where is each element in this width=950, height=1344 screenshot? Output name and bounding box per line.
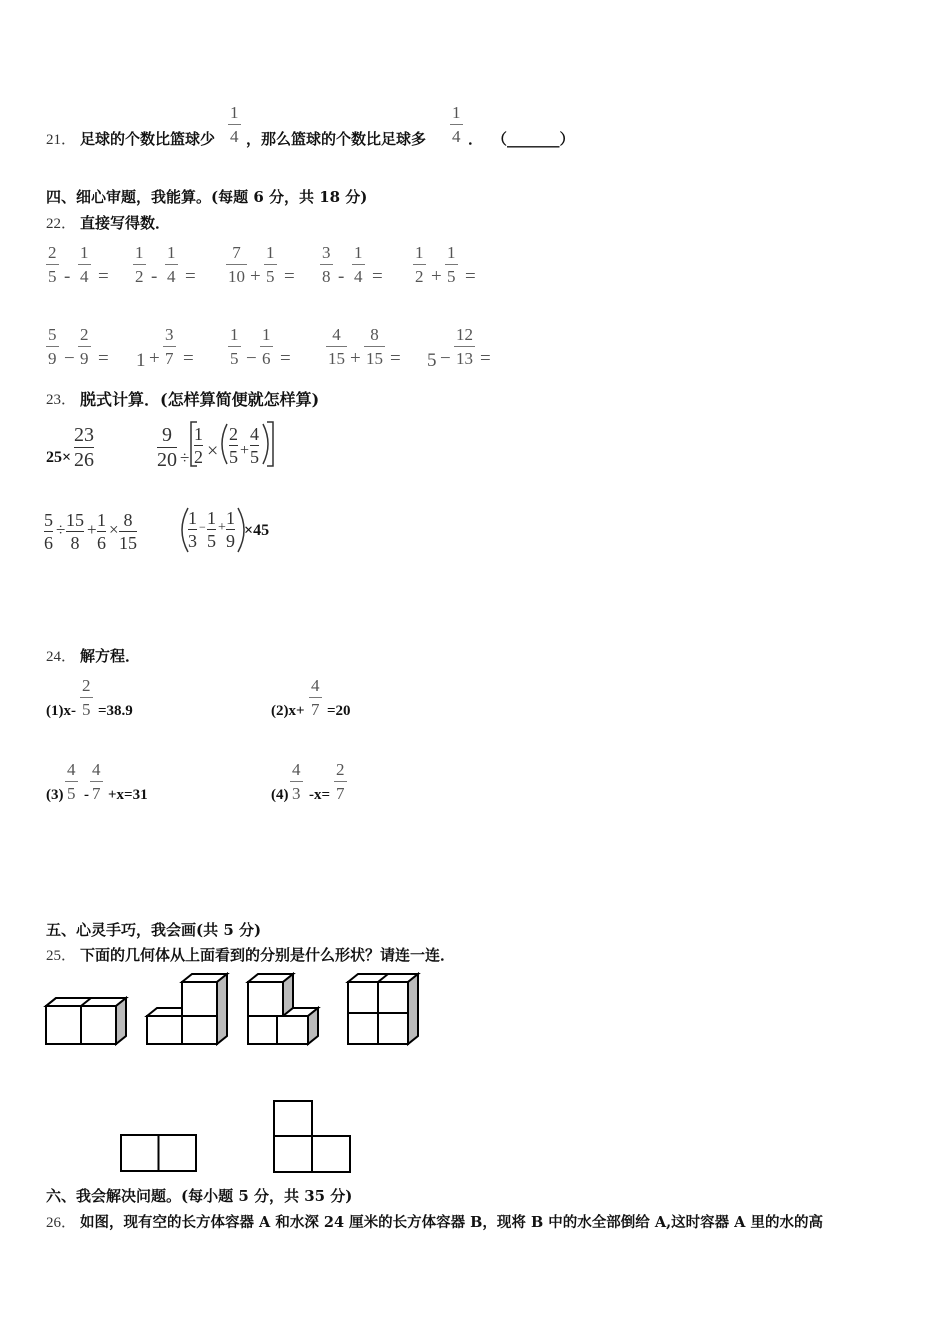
q26-number: 26． [46, 1215, 77, 1231]
q24-eq1-tail: =38.9 [98, 703, 133, 719]
solid-figure-3 [246, 972, 326, 1046]
q24-eq1-label: (1)x- [46, 703, 76, 719]
q22-row1-item-3-fraction-a: 7 10 [228, 243, 245, 286]
q21-text-a: 足球的个数比篮球少 [80, 130, 216, 148]
q22-row1-item-1-fraction-b: 1 4 [80, 243, 89, 286]
q22-row2-item-4-fraction-a: 4 15 [328, 325, 345, 368]
q24-eq3-fraction-1: 4 5 [67, 760, 76, 803]
q23-e3-fraction-4: 8 15 [119, 510, 137, 553]
solid-figure-2 [145, 972, 225, 1046]
q22-row2-item-3-operator: − [246, 348, 257, 369]
q23-title: 脱式计算．(怎样算简便就怎样算) [80, 390, 320, 409]
q23-e2-fraction-2: 2 5 [229, 424, 238, 467]
q24-eq2-fraction: 4 7 [311, 676, 320, 719]
q22-row2-item-2-equals: = [183, 348, 194, 369]
q23-e3-fraction-2: 15 8 [66, 510, 84, 553]
section6-heading: 六、我会解决问题。(每小题 5 分，共 35 分) [46, 1187, 353, 1205]
q21-text-c: ． [468, 130, 484, 148]
q24-number: 24． [46, 649, 77, 665]
q24-eq2-tail: =20 [327, 703, 351, 719]
q22-row2-item-5-fraction-b: 12 13 [456, 325, 473, 368]
q22-row2-item-1-fraction-a: 5 9 [48, 325, 57, 368]
q22-row2-item-5-operator: − [440, 348, 451, 369]
solid-figure-4 [346, 972, 426, 1046]
q23-number: 23． [46, 392, 77, 408]
q23-e4-fraction-1: 1 3 [188, 508, 197, 551]
q22-row2-item-4-operator: + [350, 348, 361, 369]
q24-eq3-label: (3) [46, 787, 64, 803]
top-view-1 [120, 1134, 198, 1174]
section5-heading: 五、心灵手巧，我会画(共 5 分) [46, 921, 262, 939]
q24-eq4-mid: -x= [309, 787, 331, 803]
q25-number: 25． [46, 948, 77, 964]
q24-eq4-fraction-2: 2 7 [336, 760, 345, 803]
q22-row2-item-5-whole: 5 [427, 350, 437, 371]
solid-figure-1 [44, 994, 120, 1046]
q22-number: 22． [46, 216, 77, 232]
q24-title: 解方程． [80, 647, 141, 665]
q24-eq1-fraction: 2 5 [82, 676, 91, 719]
q22-row2-item-1-equals: = [98, 348, 109, 369]
q23-e1-whole: 25× [46, 449, 72, 466]
q22-row1-item-3-operator: + [250, 266, 261, 287]
q22-row2-item-2-operator: + [149, 348, 160, 369]
q22-row1-item-2-fraction-a: 1 2 [135, 243, 144, 286]
q23-e4-plus-sign: + [218, 520, 226, 535]
q23-e1-fraction: 23 26 [74, 424, 94, 471]
q21-text-b: ，那么篮球的个数比足球多 [246, 130, 427, 148]
q22-row1-item-5-fraction-a: 1 2 [415, 243, 424, 286]
q24-eq4-label: (4) [271, 787, 289, 803]
q22-row1-item-4-operator: - [338, 266, 345, 287]
q22-row1-item-2-fraction-b: 1 4 [167, 243, 176, 286]
q23-e3-fraction-1: 5 6 [44, 510, 53, 553]
q22-row1-item-1-fraction-a: 2 5 [48, 243, 57, 286]
q22-row1-item-5-equals: = [465, 266, 476, 287]
q23-e4-fraction-2: 1 5 [207, 508, 216, 551]
q23-e4-tail: ×45 [244, 522, 270, 539]
q24-eq3-fraction-2: 4 7 [92, 760, 101, 803]
q22-row2-item-4-equals: = [390, 348, 401, 369]
q22-row1-item-1-operator: - [64, 266, 71, 287]
q24-eq4-fraction-1: 4 3 [292, 760, 301, 803]
q24-eq3-tail: +x=31 [108, 787, 148, 803]
q23-e2-fraction-0: 9 20 [157, 424, 177, 471]
q22-row1-item-5-fraction-b: 1 5 [447, 243, 456, 286]
q23-e2-fraction-1: 1 2 [194, 424, 203, 467]
q22-row1-item-1-equals: = [98, 266, 109, 287]
q26-text: 如图，现有空的长方体容器 A 和水深 24 厘米的长方体容器 B，现将 B 中的水全部倒给 A,这时容器 A 里的水的高 [80, 1214, 823, 1231]
q22-row2-item-1-fraction-b: 2 9 [80, 325, 89, 368]
q22-row1-item-2-equals: = [185, 266, 196, 287]
q22-title: 直接写得数． [80, 214, 171, 232]
q21-fraction-1: 1 4 [230, 103, 239, 146]
q21-fraction-2: 1 4 [452, 103, 461, 146]
q22-row2-item-4-fraction-b: 8 15 [366, 325, 383, 368]
q23-e3-plus-sign: + [87, 520, 97, 539]
q22-row1-item-3-equals: = [284, 266, 295, 287]
top-view-2 [273, 1100, 353, 1174]
q23-e3-divide-sign: ÷ [56, 520, 66, 539]
q21-number: 21． [46, 132, 77, 148]
q22-row1-item-4-equals: = [372, 266, 383, 287]
q25-title: 下面的几何体从上面看到的分别是什么形状？请连一连． [80, 946, 456, 964]
q24-eq3-minus: - [84, 787, 89, 803]
q23-e2-divide-sign: ÷ [180, 448, 190, 467]
q23-e2-fraction-3: 4 5 [250, 424, 259, 467]
q22-row2-item-2-fraction-b: 3 7 [165, 325, 174, 368]
q23-e4-minus-sign: − [199, 520, 206, 534]
q22-row1-item-3-fraction-b: 1 5 [266, 243, 275, 286]
q23-e4-fraction-3: 1 9 [226, 508, 235, 551]
q22-row2-item-3-fraction-a: 1 5 [230, 325, 239, 368]
q22-row1-item-5-operator: + [431, 266, 442, 287]
q24-eq2-label: (2)x+ [271, 703, 305, 719]
q23-e2-times-sign: × [207, 440, 219, 462]
section4-heading: 四、细心审题，我能算。(每题 6 分，共 18 分) [46, 188, 368, 206]
q22-row2-item-5-equals: = [480, 348, 491, 369]
q22-row1-item-4-fraction-a: 3 8 [322, 243, 331, 286]
q22-row1-item-4-fraction-b: 1 4 [354, 243, 363, 286]
q23-e3-fraction-3: 1 6 [97, 510, 106, 553]
q22-row1-item-2-operator: - [151, 266, 158, 287]
q21-line [46, 128, 76, 149]
q23-e2-plus-sign: + [240, 442, 250, 459]
q22-row2-item-3-equals: = [280, 348, 291, 369]
q23-e3-times-sign: × [109, 520, 119, 539]
q21-answer-blank[interactable]: （_______） [492, 130, 575, 148]
q22-row2-item-2-whole: 1 [136, 350, 146, 371]
q22-row2-item-3-fraction-b: 1 6 [262, 325, 271, 368]
q22-row2-item-1-operator: − [64, 348, 75, 369]
